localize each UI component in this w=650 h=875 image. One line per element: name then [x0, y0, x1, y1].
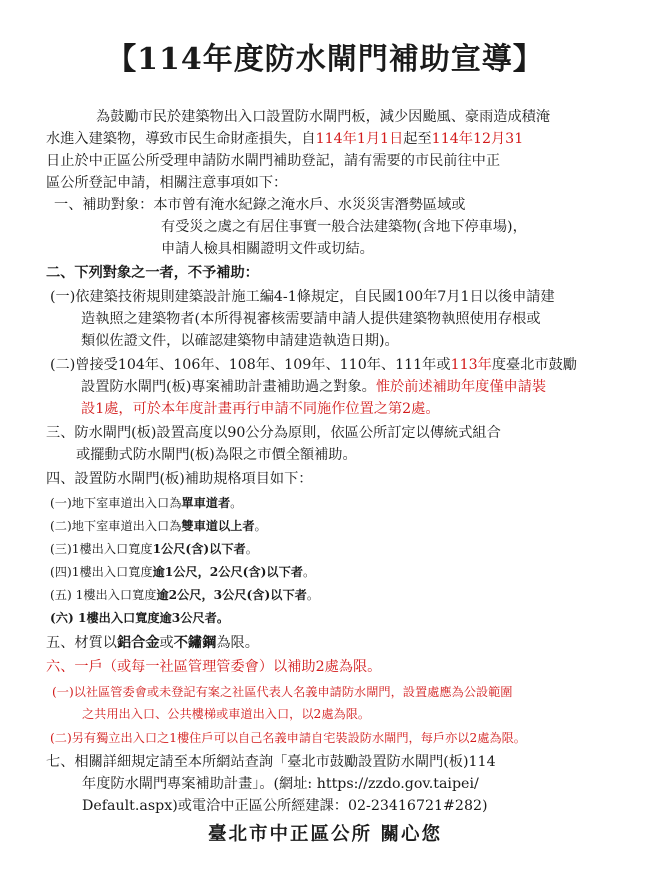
section-6-heading: 六、一戶（或每一社區管理管委會）以補助2處為限。 [46, 659, 382, 675]
spec-text: 。 [245, 542, 258, 556]
spec-text: (一)地下室車道出入口為 [50, 496, 182, 510]
section-2-item-1-line-3: 類似佐證文件，以確認建築物申請建造執造日期)。 [81, 333, 399, 349]
section-5-line [46, 633, 259, 653]
section-7-line-3: Default.aspx)或電洽中正區公所經建課：02-23416721#282) [82, 798, 488, 814]
spec-item-5 [50, 585, 319, 605]
spec-text: 。 [306, 588, 320, 602]
section-6-item-1-line-2: 之共用出入口、公共樓梯或車道出入口，以2處為限。 [82, 707, 371, 721]
exception-note: 惟於前述補助年度僅申請裝 [375, 379, 547, 395]
section-2-text: (二)曾接受104年、106年、108年、109年、110年、111年或 [50, 357, 451, 373]
section-2-item-2-line-2 [81, 377, 546, 397]
spec-item-1 [50, 493, 242, 513]
material-stainless: 不鏽鋼 [173, 635, 217, 651]
section-2-item-1-line-1: (一)依建築技術規則建築設計施工編4-1條規定，自民國100年7月1日以後申請建 [50, 289, 555, 305]
spec-text: 。 [216, 611, 229, 625]
section-5-text: 五、材質以 [46, 635, 117, 651]
spec-text: 。 [254, 519, 267, 533]
intro-line-3: 日止於中正區公所受理申請防水閘門補助登記，請有需要的市民前往中正 [46, 153, 501, 169]
section-4-heading: 四、設置防水閘門(板)補助規格項目如下： [46, 471, 313, 487]
spec-item-4 [50, 562, 315, 582]
section-2-text: 設置防水閘門(板)專案補助計畫補助過之對象。 [81, 379, 376, 395]
section-5-text: 為限。 [216, 635, 259, 651]
highlight-year: 113年 [450, 357, 492, 373]
spec-bold: 逾1公尺，2公尺(含)以下者 [152, 565, 303, 579]
section-6-item-2: (二)另有獨立出入口之1樓住戶可以自己名義申請自宅裝設防水閘門，每戶亦以2處為限。 [50, 731, 526, 745]
spec-text: (四)1樓出入口寬度 [50, 565, 153, 579]
intro-line-2 [46, 129, 523, 149]
spec-text: 。 [302, 565, 316, 579]
section-1-line-1: 一、補助對象：本市曾有淹水紀錄之淹水戶、水災災害潛勢區域或 [54, 197, 466, 213]
intro-text: 水進入建築物，導致市民生命財產損失，自 [46, 131, 316, 147]
end-date: 114年12月31 [431, 131, 524, 147]
section-3-line-1: 三、防水閘門(板)設置高度以90公分為原則，依區公所訂定以傳統式組合 [46, 425, 501, 441]
section-2-item-2-line-3: 設1處，可於本年度計畫再行申請不同施作位置之第2處。 [81, 401, 440, 417]
section-6-item-1-line-1: (一)以社區管委會或未登記有案之社區代表人名義申請防水閘門，設置處應為公設範圍 [52, 685, 513, 699]
section-7-line-1: 七、相關詳細規定請至本所網站查詢「臺北市鼓勵設置防水閘門(板)114 [46, 754, 496, 770]
material-aluminum: 鋁合金 [116, 635, 160, 651]
intro-line-1: 為鼓勵市民於建築物出入口設置防水閘門板，減少因颱風、豪雨造成積淹 [96, 109, 551, 125]
spec-bold: 逾2公尺，3公尺(含)以下者 [156, 588, 307, 602]
section-2-item-2-line-1 [50, 355, 577, 375]
section-1-line-2: 有受災之虞之有居住事實一般合法建築物(含地下停車場)， [161, 219, 527, 235]
start-date: 114年1月1日 [315, 131, 404, 147]
spec-bold: 單車道者 [181, 496, 231, 510]
section-5-text: 或 [159, 635, 174, 651]
spec-item-6 [50, 608, 229, 628]
spec-item-2 [50, 516, 267, 536]
footer-signature: 臺北市中正區公所 關心您 [208, 824, 442, 845]
intro-line-4: 區公所登記申請，相關注意事項如下： [46, 175, 288, 191]
spec-text: (五) 1樓出入口寬度 [50, 588, 157, 602]
spec-text: 。 [230, 496, 243, 510]
spec-bold: 1公尺(含)以下者 [152, 542, 246, 556]
section-3-line-2: 或擺動式防水閘門(板)為限之市價全額補助。 [76, 447, 357, 463]
section-1-line-3: 申請人檢具相關證明文件或切結。 [161, 241, 374, 257]
page-title: 【114年度防水閘門補助宣導】 [106, 42, 544, 77]
spec-text: (六) 1樓出入口寬度 [50, 611, 160, 625]
section-7-line-2: 年度防水閘門專案補助計畫」。(網址: https://zzdo.gov.taipei/ [82, 776, 479, 792]
spec-text: (三)1樓出入口寬度 [50, 542, 153, 556]
section-2-item-1-line-2: 造執照之建築物者(本所得視審核需要請申請人提供建築物執照使用存根或 [81, 311, 541, 327]
spec-bold: 雙車道以上者 [181, 519, 255, 533]
spec-bold: 逾3公尺者 [159, 611, 217, 625]
section-2-text: 度臺北市鼓勵 [491, 357, 577, 373]
section-2-heading: 二、下列對象之一者，不予補助： [46, 265, 259, 281]
spec-text: (二)地下室車道出入口為 [50, 519, 182, 533]
spec-item-3 [50, 539, 258, 559]
intro-text: 起至 [403, 131, 432, 147]
